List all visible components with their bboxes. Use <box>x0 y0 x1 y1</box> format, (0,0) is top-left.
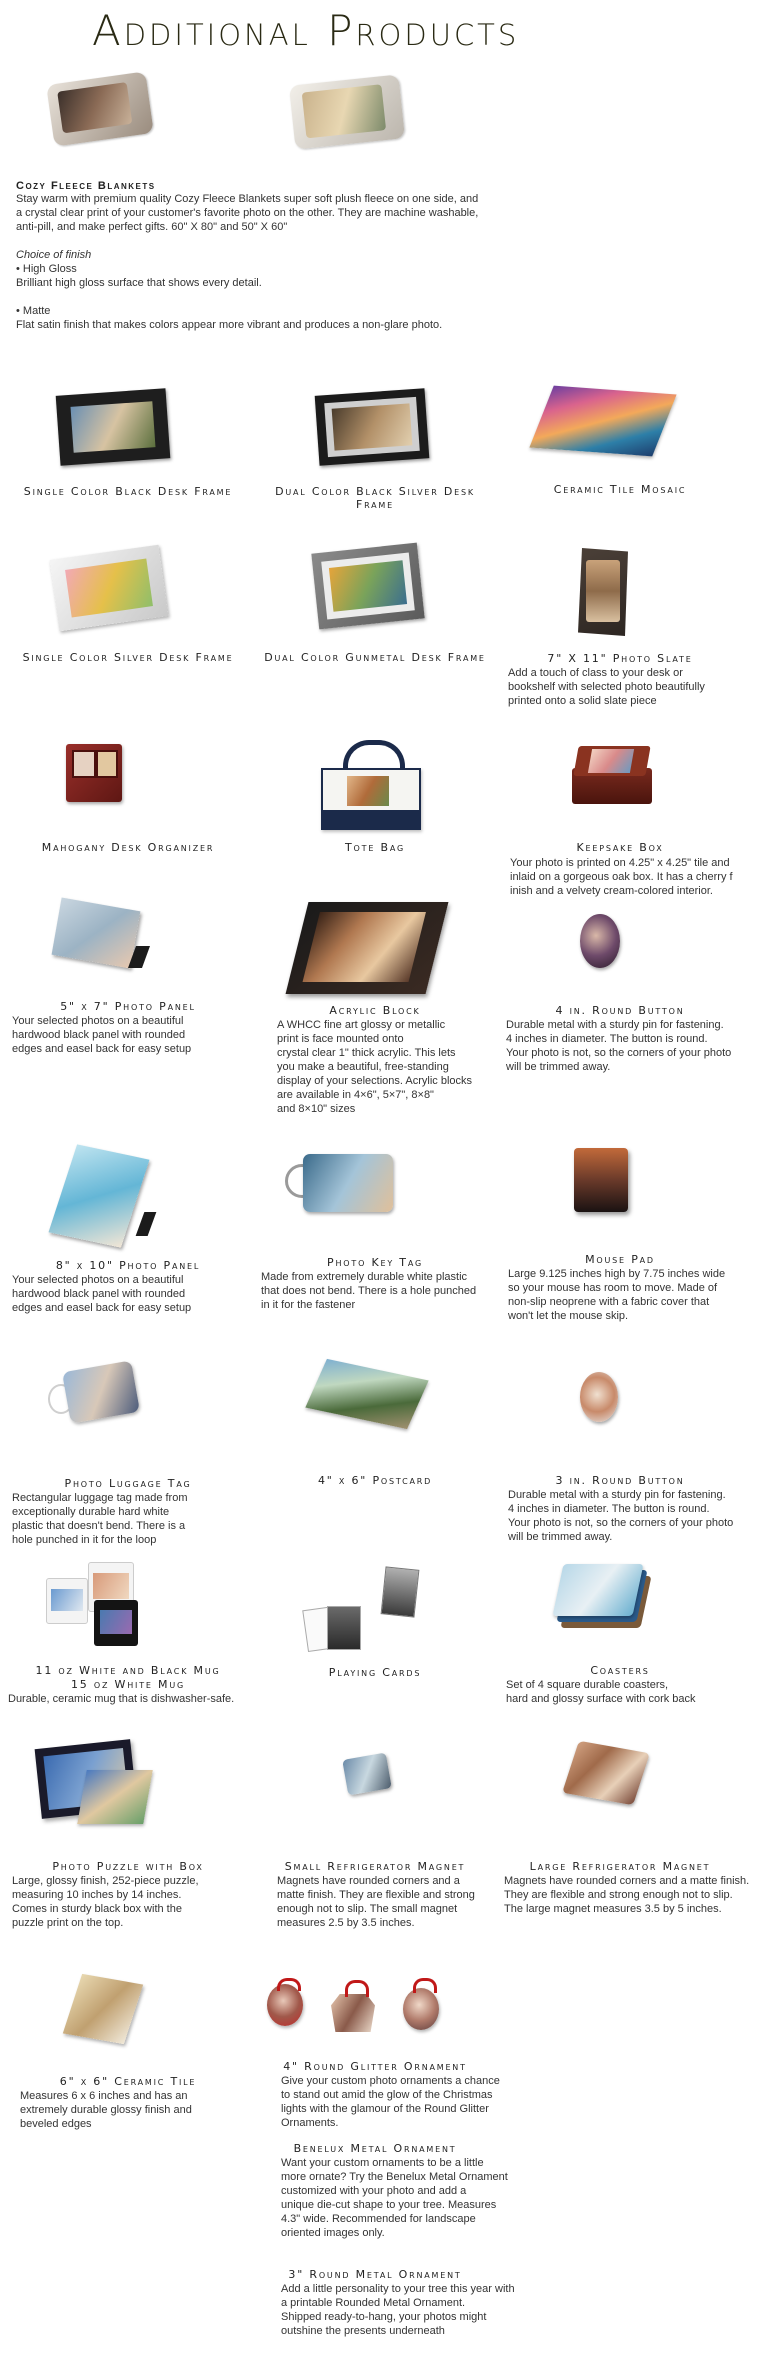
product-round-button-3in <box>500 1352 740 1552</box>
photo-slate-image <box>578 548 628 636</box>
blanket-desc-3: anti-pill, and make perfect gifts. 60" X 80" and 50" X 60" <box>16 221 288 233</box>
playing-cards-image-2 <box>327 1606 361 1650</box>
product-mugs <box>8 1556 248 1726</box>
benelux-ornament-desc: Want your custom ornaments to be a little more ornate? Try the Benelux Metal Ornament customized with your photo and add a unique die-cut shape to your tree. Measures 4.3" wide. Recommended for landscape oriented images only. <box>281 2157 508 2239</box>
puzzle-name: Photo Puzzle with Box <box>52 1860 204 1873</box>
large-magnet-image <box>562 1741 650 1805</box>
playing-cards-name: Playing Cards <box>328 1666 422 1679</box>
blanket-desc-2: a crystal clear print of your customer's favorite photo on the other. They are machine washable, <box>16 207 479 219</box>
mug-name-2: 15 oz White Mug <box>70 1678 185 1691</box>
product-photo-panel-5x7 <box>8 892 248 1055</box>
product-photo-panel-8x10 <box>8 1140 248 1320</box>
dual-black-silver-frame-name: Dual Color Black Silver Desk Frame <box>275 485 475 511</box>
product-single-silver-frame <box>8 548 248 668</box>
product-photo-slate <box>500 548 740 728</box>
benelux-ornament-name: Benelux Metal Ornament <box>293 2142 457 2155</box>
dual-gunmetal-frame-name: Dual Color Gunmetal Desk Frame <box>264 651 486 664</box>
product-keepsake-box <box>500 732 740 902</box>
postcard-name: 4" x 6" Postcard <box>317 1474 433 1487</box>
photo-key-tag-desc: Made from extremely durable white plastic that does not bend. There is a hole punched in it for the fastener <box>261 1271 477 1311</box>
ceramic-tile-6x6-name: 6" x 6" Ceramic Tile <box>59 2075 197 2088</box>
finish-option-gloss-desc: Brilliant high gloss surface that shows every detail. <box>16 277 262 289</box>
ribbon-icon-3 <box>413 1978 437 1993</box>
benelux-ornament-image <box>331 1994 375 2032</box>
product-ceramic-tile-mosaic <box>500 384 740 504</box>
mug-white-image <box>46 1578 88 1624</box>
photo-panel-8x10-desc: Your selected photos on a beautiful hardwood black panel with rounded edges and easel back for easy setup <box>12 1274 192 1314</box>
keepsake-box-name: Keepsake Box <box>576 841 664 854</box>
round-button-4in-image <box>580 914 620 968</box>
blanket-image-1 <box>46 71 154 146</box>
luggage-tag-desc: Rectangular luggage tag made from exceptionally durable hard white plastic that doesn't bend. There is a hole punched in it for the loop <box>12 1492 188 1546</box>
product-single-black-frame <box>8 384 248 504</box>
desk-organizer-name: Mahogany Desk Organizer <box>41 841 215 854</box>
ceramic-tile-6x6-desc: Measures 6 x 6 inches and has an extremely durable glossy finish and beveled edges <box>20 2090 192 2130</box>
product-ceramic-tile-6x6 <box>8 1974 248 2144</box>
dual-gunmetal-frame-image <box>311 543 424 630</box>
ribbon-icon-2 <box>345 1980 369 1997</box>
product-coasters <box>500 1556 740 1706</box>
product-luggage-tag <box>8 1352 248 1552</box>
photo-slate-name: 7" X 11" Photo Slate <box>547 652 693 665</box>
acrylic-block-image <box>286 902 449 994</box>
product-ornaments <box>255 1974 515 2344</box>
desk-organizer-image <box>66 744 122 802</box>
small-magnet-desc: Magnets have rounded corners and a matte finish. They are flexible and strong enough not to slip. The small magnet measures 2.5 by 3.5 inches. <box>277 1875 475 1929</box>
blanket-section <box>16 180 536 332</box>
coaster-image-1 <box>552 1564 643 1616</box>
mouse-pad-desc: Large 9.125 inches high by 7.75 inches wide so your mouse has room to move. Made of non-slip neoprene with a fabric cover that won't let the mouse skip. <box>508 1268 726 1322</box>
photo-key-tag-image <box>303 1154 393 1212</box>
product-tote-bag <box>255 732 495 862</box>
postcard-image <box>305 1359 428 1429</box>
round-button-3in-name: 3 in. Round Button <box>555 1474 685 1487</box>
round-metal-ornament-desc: Add a little personality to your tree this year with a printable Rounded Metal Ornament. Shipped ready-to-hang, your photos might outshine the presents underneath <box>281 2283 515 2337</box>
luggage-tag-image <box>62 1360 140 1423</box>
round-metal-ornament-image <box>403 1988 439 2030</box>
ribbon-icon-1 <box>277 1978 301 1991</box>
mugs-desc: Durable, ceramic mug that is dishwasher-safe. <box>8 1693 235 1705</box>
mug-black-image <box>94 1600 138 1646</box>
tote-bag-name: Tote Bag <box>345 841 405 854</box>
product-desk-organizer <box>8 732 248 862</box>
product-puzzle <box>8 1740 248 1930</box>
glitter-ornament-desc: Give your custom photo ornaments a chance to stand out amid the glow of the Christmas lights with the glamour of the Round Glitter Ornaments. <box>281 2075 500 2129</box>
coasters-desc: Set of 4 square durable coasters, hard and glossy surface with cork back <box>506 1679 696 1705</box>
photo-key-tag-name: Photo Key Tag <box>327 1256 423 1269</box>
acrylic-block-name: Acrylic Block <box>329 1004 421 1017</box>
blanket-title: Cozy Fleece Blankets <box>16 180 156 192</box>
finish-choice-label: Choice of finish <box>16 249 92 261</box>
product-postcard <box>255 1352 495 1487</box>
single-silver-frame-name: Single Color Silver Desk Frame <box>22 651 234 664</box>
photo-panel-8x10-name: 8" x 10" Photo Panel <box>55 1259 201 1272</box>
coasters-name: Coasters <box>590 1664 650 1677</box>
acrylic-block-desc: A WHCC fine art glossy or metallic print is face mounted onto crystal clear 1" thick acrylic. This lets you make a beautiful, free-standing display of your selections. Acrylic blocks are available in 4×6", 5×7", 8×8" and 8×10" sizes <box>277 1019 473 1115</box>
single-black-frame-image <box>56 388 171 466</box>
single-black-frame-name: Single Color Black Desk Frame <box>23 485 233 498</box>
page-title: Additional Products <box>92 6 520 55</box>
product-photo-key-tag <box>255 1140 495 1320</box>
keepsake-box-desc: Your photo is printed on 4.25" x 4.25" tile and inlaid on a gorgeous oak box. It has a cherry f inish and a velvety cream-colored interior. <box>510 857 733 897</box>
ceramic-tile-6x6-image <box>63 1974 143 2044</box>
product-mouse-pad <box>500 1140 740 1330</box>
product-acrylic-block <box>255 892 495 1115</box>
photo-slate-desc: Add a touch of class to your desk or bookshelf with selected photo beautifully printed onto a solid slate piece <box>508 667 705 707</box>
ceramic-tile-mosaic-image <box>529 386 676 457</box>
round-metal-ornament-name: 3" Round Metal Ornament <box>288 2268 462 2281</box>
ceramic-tile-mosaic-name: Ceramic Tile Mosaic <box>553 483 687 496</box>
luggage-tag-name: Photo Luggage Tag <box>64 1477 192 1490</box>
large-magnet-name: Large Refrigerator Magnet <box>529 1860 711 1873</box>
finish-option-matte: • Matte <box>16 305 51 317</box>
product-small-magnet <box>255 1740 495 1930</box>
product-large-magnet <box>500 1740 750 1930</box>
single-silver-frame-image <box>50 545 169 632</box>
dual-black-silver-frame-image <box>315 388 430 466</box>
glitter-ornament-name: 4" Round Glitter Ornament <box>283 2060 467 2073</box>
photo-panel-5x7-desc: Your selected photos on a beautiful hardwood black panel with rounded edges and easel back for easy setup <box>12 1015 192 1055</box>
small-magnet-image <box>342 1752 392 1795</box>
photo-panel-5x7-image <box>52 897 141 968</box>
blanket-desc-1: Stay warm with premium quality Cozy Fleece Blankets super soft plush fleece on one side, and <box>16 193 479 205</box>
large-magnet-desc: Magnets have rounded corners and a matte finish. They are flexible and strong enough not to slip. The large magnet measures 3.5 by 5 inches. <box>504 1875 750 1915</box>
product-dual-gunmetal-frame <box>255 548 495 668</box>
mouse-pad-name: Mouse Pad <box>585 1253 655 1266</box>
finish-option-gloss: • High Gloss <box>16 263 77 275</box>
round-button-3in-desc: Durable metal with a sturdy pin for fastening. 4 inches in diameter. The button is round. Your photo is not, so the corners of your photo will be trimmed away. <box>508 1489 734 1543</box>
tote-bag-image <box>321 740 417 826</box>
small-magnet-name: Small Refrigerator Magnet <box>284 1860 466 1873</box>
mug-name-1: 11 oz White and Black Mug <box>35 1664 221 1677</box>
puzzle-desc: Large, glossy finish, 252-piece puzzle, measuring 10 inches by 14 inches. Comes in sturdy black box with the puzzle print on the top. <box>12 1875 199 1929</box>
finish-option-matte-desc: Flat satin finish that makes colors appear more vibrant and produces a non-glare photo. <box>16 319 443 331</box>
puzzle-pieces-image <box>77 1770 153 1824</box>
blanket-image-2 <box>289 74 405 149</box>
mouse-pad-image <box>574 1148 628 1212</box>
round-button-3in-image <box>580 1372 618 1422</box>
keepsake-box-image <box>572 746 652 806</box>
product-round-button-4in <box>500 892 740 1092</box>
photo-panel-5x7-name: 5" x 7" Photo Panel <box>60 1000 196 1013</box>
photo-panel-8x10-easel <box>136 1212 157 1236</box>
product-dual-black-silver-frame <box>255 384 495 511</box>
product-playing-cards <box>255 1556 495 1679</box>
round-button-4in-desc: Durable metal with a sturdy pin for fastening. 4 inches in diameter. The button is round. Your photo is not, so the corners of your photo will be trimmed away. <box>506 1019 732 1073</box>
playing-cards-image-3 <box>381 1566 420 1617</box>
round-button-4in-name: 4 in. Round Button <box>555 1004 685 1017</box>
photo-panel-8x10-image <box>49 1144 150 1247</box>
